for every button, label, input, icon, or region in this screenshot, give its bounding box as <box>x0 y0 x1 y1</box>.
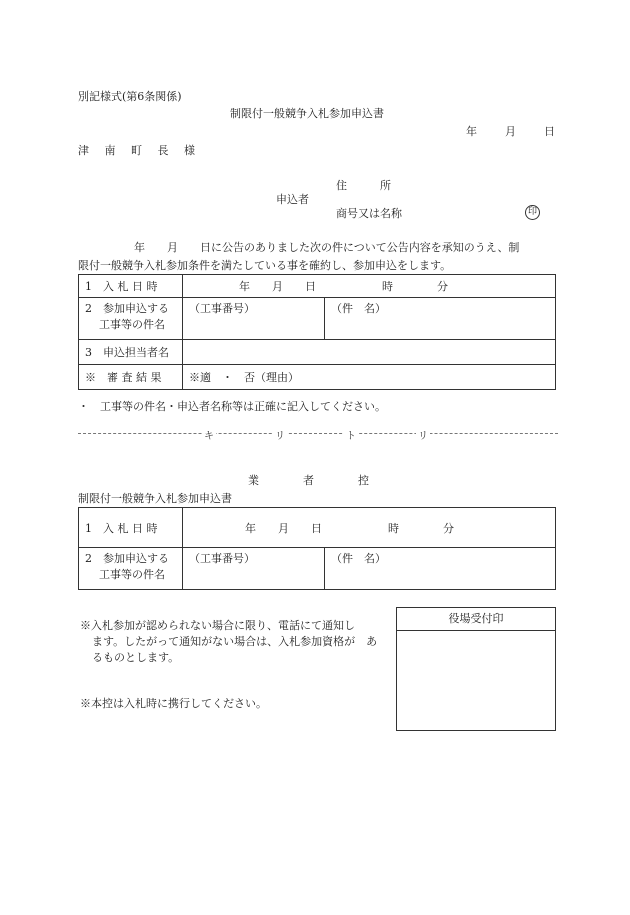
copy-table <box>78 507 556 590</box>
application-table <box>78 274 556 390</box>
reception-stamp-label: 役場受付印 <box>397 608 555 631</box>
cut-mark-to: ト <box>344 427 358 442</box>
reception-stamp-box <box>396 607 556 731</box>
notice-line2: ます。したがって通知がない場合は、入札参加資格が あ <box>92 635 378 648</box>
date-line: 年 月 日 <box>466 125 557 138</box>
addressee: 津 南 町 長 様 <box>78 144 201 157</box>
seal-mark: 印 <box>525 205 540 220</box>
notice-line1: ※入札参加が認められない場合に限り、電話にて通知し <box>80 619 355 632</box>
bid-datetime-value[interactable]: 年 月 日 時 分 <box>183 275 556 298</box>
review-result-field[interactable]: ※適 ・ 否（理由） <box>183 365 556 390</box>
work-name-label: 2 参加申込する 工事等の件名 <box>79 298 183 340</box>
bid-datetime-label: 1 入 札 日 時 <box>79 275 183 298</box>
copy-bid-datetime-label: 1 入 札 日 時 <box>79 508 183 548</box>
copy-work-title-field[interactable]: （件 名） <box>325 548 556 590</box>
work-title-field[interactable]: （件 名） <box>325 298 556 340</box>
address-label: 住 所 <box>336 179 391 192</box>
copy-title: 制限付一般競争入札参加申込書 <box>78 492 232 505</box>
copy-work-number-field[interactable]: （工事番号） <box>183 548 325 590</box>
cut-line <box>78 433 558 446</box>
carry-notice: ※本控は入札時に携行してください。 <box>80 697 267 710</box>
applicant-label: 申込者 <box>276 193 309 206</box>
review-result-label: ※ 審 査 結 果 <box>79 365 183 390</box>
contact-person-field[interactable] <box>183 340 556 365</box>
notice-line3: るものとします。 <box>92 651 180 664</box>
cut-mark-ri: リ <box>273 427 287 442</box>
copy-work-name-label: 2 参加申込する 工事等の件名 <box>79 548 183 590</box>
cut-mark-ki: キ <box>202 427 216 442</box>
body-text-line1: 年 月 日に公告のありました次の件について公告内容を承知のうえ、制 <box>134 241 520 254</box>
contact-person-label: 3 申込担当者名 <box>79 340 183 365</box>
body-text-line2: 限付一般競争入札参加条件を満たしている事を確約し、参加申込をします。 <box>78 259 452 272</box>
cut-mark-ri2: リ <box>416 427 430 442</box>
work-number-field[interactable]: （工事番号） <box>183 298 325 340</box>
form-reference: 別記様式(第6条関係) <box>78 90 182 103</box>
company-name-label: 商号又は名称 <box>336 207 402 220</box>
copy-bid-datetime-value[interactable]: 年 月 日 時 分 <box>183 508 556 548</box>
document-title: 制限付一般競争入札参加申込書 <box>230 107 384 120</box>
copy-header: 業 者 控 <box>248 474 369 487</box>
table-note: ・ 工事等の件名・申込者名称等は正確に記入してください。 <box>78 400 386 413</box>
